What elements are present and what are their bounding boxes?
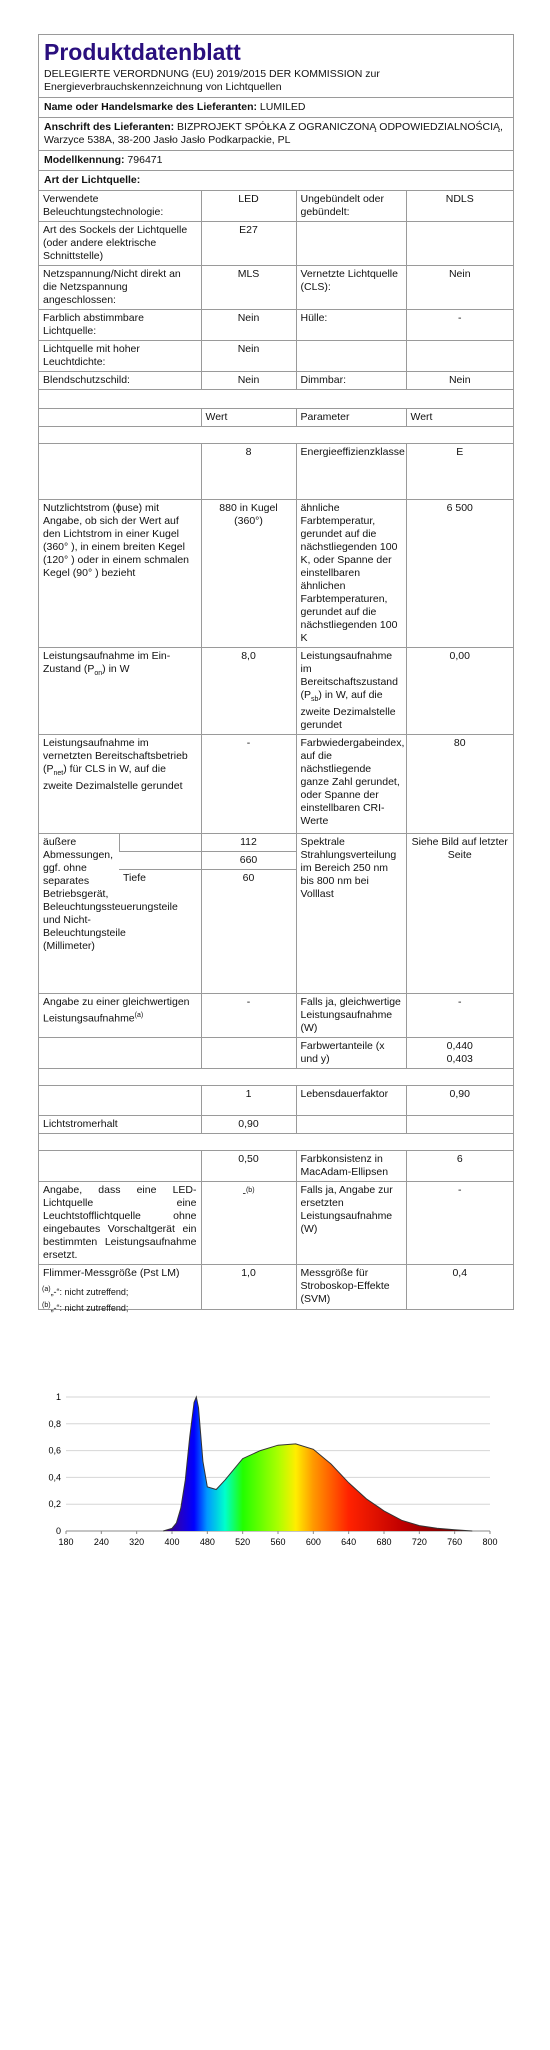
x-tick-label: 760 — [447, 1537, 463, 1547]
row-value: 0,50 — [201, 1151, 296, 1182]
row-value: 0,90 — [201, 1116, 296, 1134]
row-value: E — [406, 444, 513, 500]
row-label: Blendschutzschild: — [39, 372, 201, 390]
y-tick-label: 0,6 — [48, 1445, 61, 1456]
y-tick-label: 0,2 — [48, 1499, 61, 1510]
table-header-row — [39, 409, 513, 427]
column-header: Wert — [201, 409, 296, 427]
table-row — [39, 1151, 513, 1182]
column-header: Wert — [406, 409, 513, 427]
row-value: Nein — [406, 372, 513, 390]
address-value: BIZPROJEKT SPÓŁKA Z OGRANICZONĄ ODPOWIEDZIALNOŚCIĄ, Warzyce 538A, 38-200 Jasło Jasło Podkarpackie, PL — [44, 121, 503, 146]
table-row — [39, 1038, 513, 1069]
row-label — [296, 222, 406, 266]
row-label: Ungebündelt oder gebündelt: — [296, 191, 406, 222]
row-value: - — [201, 994, 296, 1038]
row-value: 6 — [406, 1151, 513, 1182]
model-label: Modellkennung: — [44, 154, 125, 166]
table-row — [39, 444, 513, 500]
spacer-row — [39, 390, 513, 409]
spectrum-chart — [38, 1385, 508, 1555]
row-value: Nein — [201, 310, 296, 341]
row-value — [406, 222, 513, 266]
row-label: Flimmer-Messgröße (Pst LM) — [39, 1265, 201, 1309]
table-row — [39, 372, 513, 390]
row-value: 80 — [406, 735, 513, 834]
column-header: Parameter — [296, 409, 406, 427]
row-label: Lichtquelle mit hoher Leuchtdichte: — [39, 341, 201, 372]
row-label: äußere Abmessungen, ggf. ohne separates Betriebsgerät, Beleuchtungssteuerungsteile und Nicht-Beleuchtungsteile (Millimeter) — [39, 834, 119, 994]
row-value: 880 in Kugel (360°) — [201, 500, 296, 648]
row-value: 8,0 — [201, 648, 296, 735]
row-label: Farbwiedergabeindex, auf die nächstliegende ganze Zahl gerundet, oder Spanne der einstellbaren CRI-Werte — [296, 735, 406, 834]
row-label: Nutzlichtstrom (ɸuse) mit Angabe, ob sich der Wert auf den Lichtstrom in einer Kugel (360° ), in einem breiten Kegel (120° ) oder in einem schmalen Kegel (90° ) bezieht — [39, 500, 201, 648]
row-label: Spektrale Strahlungsverteilung im Bereich 250 nm bis 800 nm bei Volllast — [296, 834, 406, 994]
table-row — [39, 834, 513, 852]
table-row — [39, 648, 513, 735]
table-row — [39, 266, 513, 310]
row-label: Dimmbar: — [296, 372, 406, 390]
table-row — [39, 1116, 513, 1134]
row-value: - — [406, 1182, 513, 1265]
x-tick-label: 680 — [376, 1537, 392, 1547]
spacer-row — [39, 427, 513, 444]
row-label: Farbkonsistenz in MacAdam-Ellipsen — [296, 1151, 406, 1182]
lightsource-type-table — [39, 190, 513, 408]
row-value: Nein — [201, 372, 296, 390]
row-label — [296, 341, 406, 372]
y-tick-label: 0 — [55, 1526, 61, 1536]
dimension-value: 660 — [201, 852, 296, 870]
x-tick-label: 240 — [93, 1537, 109, 1547]
row-value: - — [406, 994, 513, 1038]
row-value: 0,00 — [406, 648, 513, 735]
row-label: Falls ja, gleichwertige Leistungsaufnahme (W) — [296, 994, 406, 1038]
model-line — [39, 150, 513, 170]
row-label: Farbwertanteile (x und y) — [296, 1038, 406, 1069]
row-value: Siehe Bild auf letzter Seite — [406, 834, 513, 994]
row-value: - — [406, 310, 513, 341]
x-tick-label: 640 — [341, 1537, 357, 1547]
spectrum-area — [163, 1397, 472, 1531]
model-value: 796471 — [127, 154, 163, 166]
row-value: 0,440 0,403 — [406, 1038, 513, 1069]
x-tick-label: 520 — [235, 1537, 251, 1547]
table-row — [39, 1182, 513, 1265]
x-tick-label: 320 — [129, 1537, 145, 1547]
row-value: 0,90 — [406, 1086, 513, 1116]
x-tick-label: 560 — [270, 1537, 286, 1547]
row-label: Leistungsaufnahme im Bereitschaftszustand $(P_{sb})$ in W, auf die zweite Dezimalstelle gerundet — [296, 648, 406, 735]
row-value: Nein — [406, 266, 513, 310]
row-label: Lichtstromerhalt — [39, 1116, 201, 1134]
row-label: Leistungsaufnahme im Ein-Zustand $(P_{on})$ in W — [39, 648, 201, 735]
row-value: 6 500 — [406, 500, 513, 648]
spacer-row — [39, 1069, 513, 1086]
row-value: 1 — [201, 1086, 296, 1116]
row-value: - — [201, 735, 296, 834]
y-tick-label: 0,4 — [48, 1472, 61, 1483]
row-value: MLS — [201, 266, 296, 310]
table-row — [39, 500, 513, 648]
footnote-a: $^{(a)}$„-“: nicht zutreffend; — [42, 1286, 129, 1297]
type-heading — [39, 170, 513, 190]
x-tick-label: 400 — [164, 1537, 180, 1547]
page-title: Produktdatenblatt — [44, 39, 241, 65]
dimension-value: 60 — [201, 870, 296, 994]
row-value: 8 — [201, 444, 296, 500]
row-label: Farblich abstimmbare Lichtquelle: — [39, 310, 201, 341]
table-row — [39, 222, 513, 266]
x-tick-label: 600 — [305, 1537, 321, 1547]
table-row — [39, 341, 513, 372]
dimension-value: 112 — [201, 834, 296, 852]
row-value: -$^{(b)}$ — [201, 1182, 296, 1265]
type-label: Art der Lichtquelle: — [44, 174, 141, 186]
regulation-text: DELEGIERTE VERORDNUNG (EU) 2019/2015 DER KOMMISSION zur Energieverbrauchskennzeichnung von Lichtquellen — [44, 68, 380, 93]
row-value: 0,4 — [406, 1265, 513, 1309]
table-row — [39, 994, 513, 1038]
parameter-table — [39, 408, 513, 1309]
row-label: Messgröße für Stroboskop-Effekte (SVM) — [296, 1265, 406, 1309]
row-label: ähnliche Farbtemperatur, gerundet auf die nächstliegenden 100 K, oder Spanne der einstellbaren ähnlichen Farbtemperaturen, gerundet auf die nächstliegenden 100 K — [296, 500, 406, 648]
row-label: Hülle: — [296, 310, 406, 341]
table-row — [39, 310, 513, 341]
y-tick-label: 1 — [55, 1392, 61, 1402]
row-label: Leistungsaufnahme im vernetzten Bereitschaftsbetrieb $(P_{net})$ für CLS in W, auf die zweite Dezimalstelle gerundet — [39, 735, 201, 834]
dimension-label: Tiefe — [119, 870, 201, 994]
brand-line — [39, 97, 513, 117]
datasheet — [38, 34, 514, 1310]
table-row — [39, 1086, 513, 1116]
row-value: LED — [201, 191, 296, 222]
x-tick-label: 720 — [411, 1537, 427, 1547]
row-label: Lebensdauerfaktor — [296, 1086, 406, 1116]
x-tick-label: 800 — [482, 1537, 498, 1547]
brand-value: LUMILED — [259, 101, 306, 113]
address-line — [39, 117, 513, 150]
x-tick-label: 480 — [199, 1537, 215, 1547]
brand-label: Name oder Handelsmarke des Lieferanten: — [44, 101, 257, 113]
row-label: Angabe, dass eine LED-Lichtquelle eine Leuchtstofflichtquelle ohne eingebautes Vorschaltgerät ein bestimmten Leistungsaufnahme ersetzt. — [39, 1182, 201, 1265]
address-label: Anschrift des Lieferanten: — [44, 121, 175, 133]
row-value: 1,0 — [201, 1265, 296, 1309]
y-tick-label: 0,8 — [48, 1418, 61, 1429]
row-value: Nein — [201, 341, 296, 372]
footnote-b: $^{(b)}$„-“: nicht zutreffend; — [42, 1302, 129, 1313]
row-label: Angabe zu einer gleichwertigen Leistungsaufnahme$^{(a)}$ — [39, 994, 201, 1038]
table-row — [39, 735, 513, 834]
row-label: Netzspannung/Nicht direkt an die Netzspannung angeschlossen: — [39, 266, 201, 310]
row-label: Vernetzte Lichtquelle (CLS): — [296, 266, 406, 310]
row-label: Art des Sockels der Lichtquelle (oder andere elektrische Schnittstelle) — [39, 222, 201, 266]
table-row — [39, 191, 513, 222]
row-value — [406, 341, 513, 372]
row-label: Energieeffizienzklasse — [296, 444, 406, 500]
row-label: Falls ja, Angabe zur ersetzten Leistungsaufnahme (W) — [296, 1182, 406, 1265]
row-label: Verwendete Beleuchtungstechnologie: — [39, 191, 201, 222]
row-value: E27 — [201, 222, 296, 266]
spacer-row — [39, 1134, 513, 1151]
footnotes — [42, 1283, 128, 1315]
x-tick-label: 180 — [58, 1537, 74, 1547]
row-value: NDLS — [406, 191, 513, 222]
